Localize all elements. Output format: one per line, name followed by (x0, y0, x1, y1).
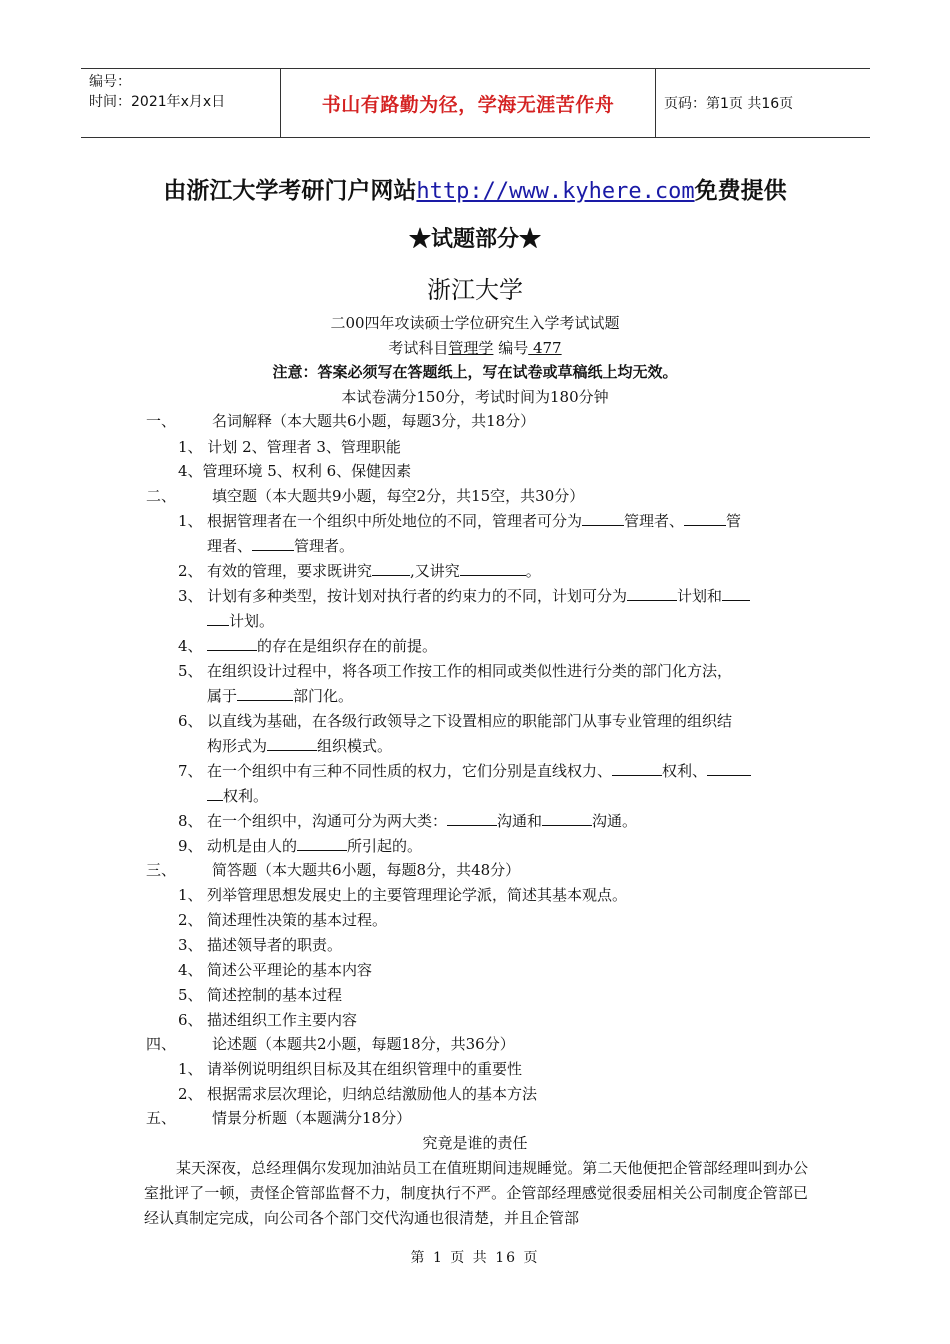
fill-q5-line2 (207, 685, 353, 706)
q-num: 6、 (178, 712, 203, 730)
short-q3: 描述领导者的职责。 (207, 936, 343, 954)
section-title: ★试题部分★ (408, 226, 541, 252)
q-text: 所引起的。 (347, 837, 423, 855)
subject-prefix: 考试科目 (388, 339, 449, 357)
q-text: 管理者、 (624, 512, 685, 530)
q-text: 管 (726, 512, 742, 530)
site-title-prefix: 由浙江大学考研门户网站 (163, 177, 417, 204)
subject: 管理学 (448, 339, 494, 357)
short-q2: 简述理性决策的基本过程。 (207, 911, 388, 929)
q-num: 1、 (178, 512, 203, 530)
section-5-title: 情景分析题（本题满分18分） (212, 1109, 412, 1127)
site-title-suffix: 免费提供 (694, 177, 787, 204)
notice: 注意：答案必须写在答题纸上，写在试卷或草稿纸上均无效。 (272, 363, 678, 381)
q-text: 在一个组织中有三种不同性质的权力，它们分别是直线权力、 (207, 762, 613, 780)
answer-blank[interactable] (252, 536, 294, 551)
answer-blank[interactable] (207, 786, 223, 801)
fill-q6-line2 (207, 735, 392, 756)
answer-blank[interactable] (297, 836, 347, 851)
section-1-num: 一、 (146, 412, 177, 430)
q-num: 7、 (178, 762, 203, 780)
score-info: 本试卷满分150分，考试时间为180分钟 (341, 388, 609, 406)
q-text: 。 (525, 562, 541, 580)
fill-q3-line2 (207, 610, 274, 631)
q-num: 1、 (178, 1060, 203, 1078)
q-text: 计划和 (677, 587, 723, 605)
q-text: 沟通。 (592, 812, 638, 830)
q-text: 沟通和 (497, 812, 543, 830)
header-left-cell (81, 69, 280, 137)
exam-code: 477 (528, 339, 562, 357)
fill-q1-line1 (207, 510, 741, 531)
q-num: 4、 (178, 637, 203, 655)
q-num: 2、 (178, 911, 203, 929)
answer-blank[interactable] (612, 761, 662, 776)
answer-blank[interactable] (542, 811, 592, 826)
q-num: 6、 (178, 1011, 203, 1029)
section-2-num: 二、 (146, 487, 177, 505)
section-5-num: 五、 (146, 1109, 177, 1127)
site-url-link[interactable]: http://www.kyhere.com (416, 179, 695, 204)
section-1-item-1: 1、 计划 2、管理者 3、管理职能 (178, 438, 401, 456)
essay-q2: 根据需求层次理论，归纳总结激励他人的基本方法 (207, 1085, 538, 1103)
section-4-num: 四、 (146, 1035, 177, 1053)
fill-q1-line2 (207, 535, 354, 556)
page-header (81, 68, 870, 138)
fill-q7-line2 (207, 785, 268, 806)
section-1-item-2: 4、管理环境 5、权利 6、保健因素 (178, 462, 412, 480)
answer-blank[interactable] (372, 561, 410, 576)
q-text: 权利、 (662, 762, 708, 780)
q-text: 计划。 (229, 612, 275, 630)
q-text: 构形式为 (207, 737, 268, 755)
q-text: 属于 (207, 687, 238, 705)
q-num: 5、 (178, 662, 203, 680)
short-q1: 列举管理思想发展史上的主要管理理论学派，简述其基本观点。 (207, 886, 628, 904)
answer-blank[interactable] (582, 511, 624, 526)
site-title (0, 172, 950, 205)
answer-blank[interactable] (237, 686, 293, 701)
short-q6: 描述组织工作主要内容 (207, 1011, 358, 1029)
q-text: 在一个组织中，沟通可分为两大类： (207, 812, 448, 830)
page-info: 页码：第1页 共16页 (664, 96, 794, 112)
answer-blank[interactable] (460, 561, 526, 576)
q-text: 理者、 (207, 537, 253, 555)
short-q5: 简述控制的基本过程 (207, 986, 343, 1004)
essay-q1: 请举例说明组织目标及其在组织管理中的重要性 (207, 1060, 523, 1078)
answer-blank[interactable] (707, 761, 751, 776)
code-label: 编号： (89, 74, 131, 90)
answer-blank[interactable] (722, 586, 750, 601)
case-title: 究竟是谁的责任 (422, 1134, 528, 1152)
q-num: 2、 (178, 562, 203, 580)
fill-q7-line1 (207, 760, 751, 781)
section-2-title: 填空题（本大题共9小题，每空2分，共15空，共30分） (212, 487, 585, 505)
answer-blank[interactable] (627, 586, 677, 601)
section-3-title: 简答题（本大题共6小题，每题8分，共48分） (212, 861, 521, 879)
q-text: 权利。 (223, 787, 269, 805)
fill-q2 (207, 560, 541, 581)
section-1-title: 名词解释（本大题共6小题，每题3分，共18分） (212, 412, 536, 430)
case-text: 某天深夜，总经理偶尔发现加油站员工在值班期间违规睡觉。第二天他便把企管部经理叫到办公室批评了一顿，责怪企管部监督不力，制度执行不严。企管部经理感觉很委屈相关公司制度企管部已经认真制定完成，向公司各个部门交代沟通也很清楚，并且企管部 (144, 1159, 808, 1227)
fill-q3-line1 (207, 585, 750, 606)
q-text: 计划有多种类型，按计划对执行者的约束力的不同，计划可分为 (207, 587, 628, 605)
answer-blank[interactable] (684, 511, 726, 526)
q-text: 管理者。 (294, 537, 355, 555)
q-text: 有效的管理，要求既讲究 (207, 562, 373, 580)
q-num: 8、 (178, 812, 203, 830)
q-num: 4、 (178, 961, 203, 979)
q-num: 3、 (178, 587, 203, 605)
fill-q4 (207, 635, 437, 656)
motto: 书山有路勤为径，学海无涯苦作舟 (280, 69, 656, 137)
date-label: 时间：2021年x月x日 (89, 94, 226, 110)
q-num: 5、 (178, 986, 203, 1004)
q-num: 3、 (178, 936, 203, 954)
fill-q8 (207, 810, 637, 831)
fill-q9 (207, 835, 422, 856)
section-4-title: 论述题（本题共2小题，每题18分，共36分） (212, 1035, 515, 1053)
q-text: 动机是由人的 (207, 837, 298, 855)
q-text: 根据管理者在一个组织中所处地位的不同，管理者可分为 (207, 512, 583, 530)
code-prefix: 编号 (493, 339, 529, 357)
q-num: 9、 (178, 837, 203, 855)
exam-year: 二00四年攻读硕士学位研究生入学考试试题 (330, 314, 620, 332)
q-text: ,又讲究 (410, 562, 460, 580)
answer-blank[interactable] (207, 636, 257, 651)
exam-subject-line (0, 337, 950, 358)
q-num: 2、 (178, 1085, 203, 1103)
q-text: 部门化。 (293, 687, 354, 705)
section-3-num: 三、 (146, 861, 177, 879)
fill-q5-line1: 在组织设计过程中，将各项工作按工作的相同或类似性进行分类的部门化方法， (207, 662, 733, 680)
answer-blank[interactable] (267, 736, 317, 751)
q-num: 1、 (178, 886, 203, 904)
q-text: 组织模式。 (317, 737, 393, 755)
fill-q6-line1: 以直线为基础，在各级行政领导之下设置相应的职能部门从事专业管理的组织结 (207, 712, 733, 730)
page-footer: 第 1 页 共 16 页 (410, 1250, 540, 1266)
university-name: 浙江大学 (427, 276, 523, 304)
answer-blank[interactable] (447, 811, 497, 826)
answer-blank[interactable] (207, 611, 229, 626)
short-q4: 简述公平理论的基本内容 (207, 961, 373, 979)
q-text: 的存在是组织存在的前提。 (257, 637, 438, 655)
